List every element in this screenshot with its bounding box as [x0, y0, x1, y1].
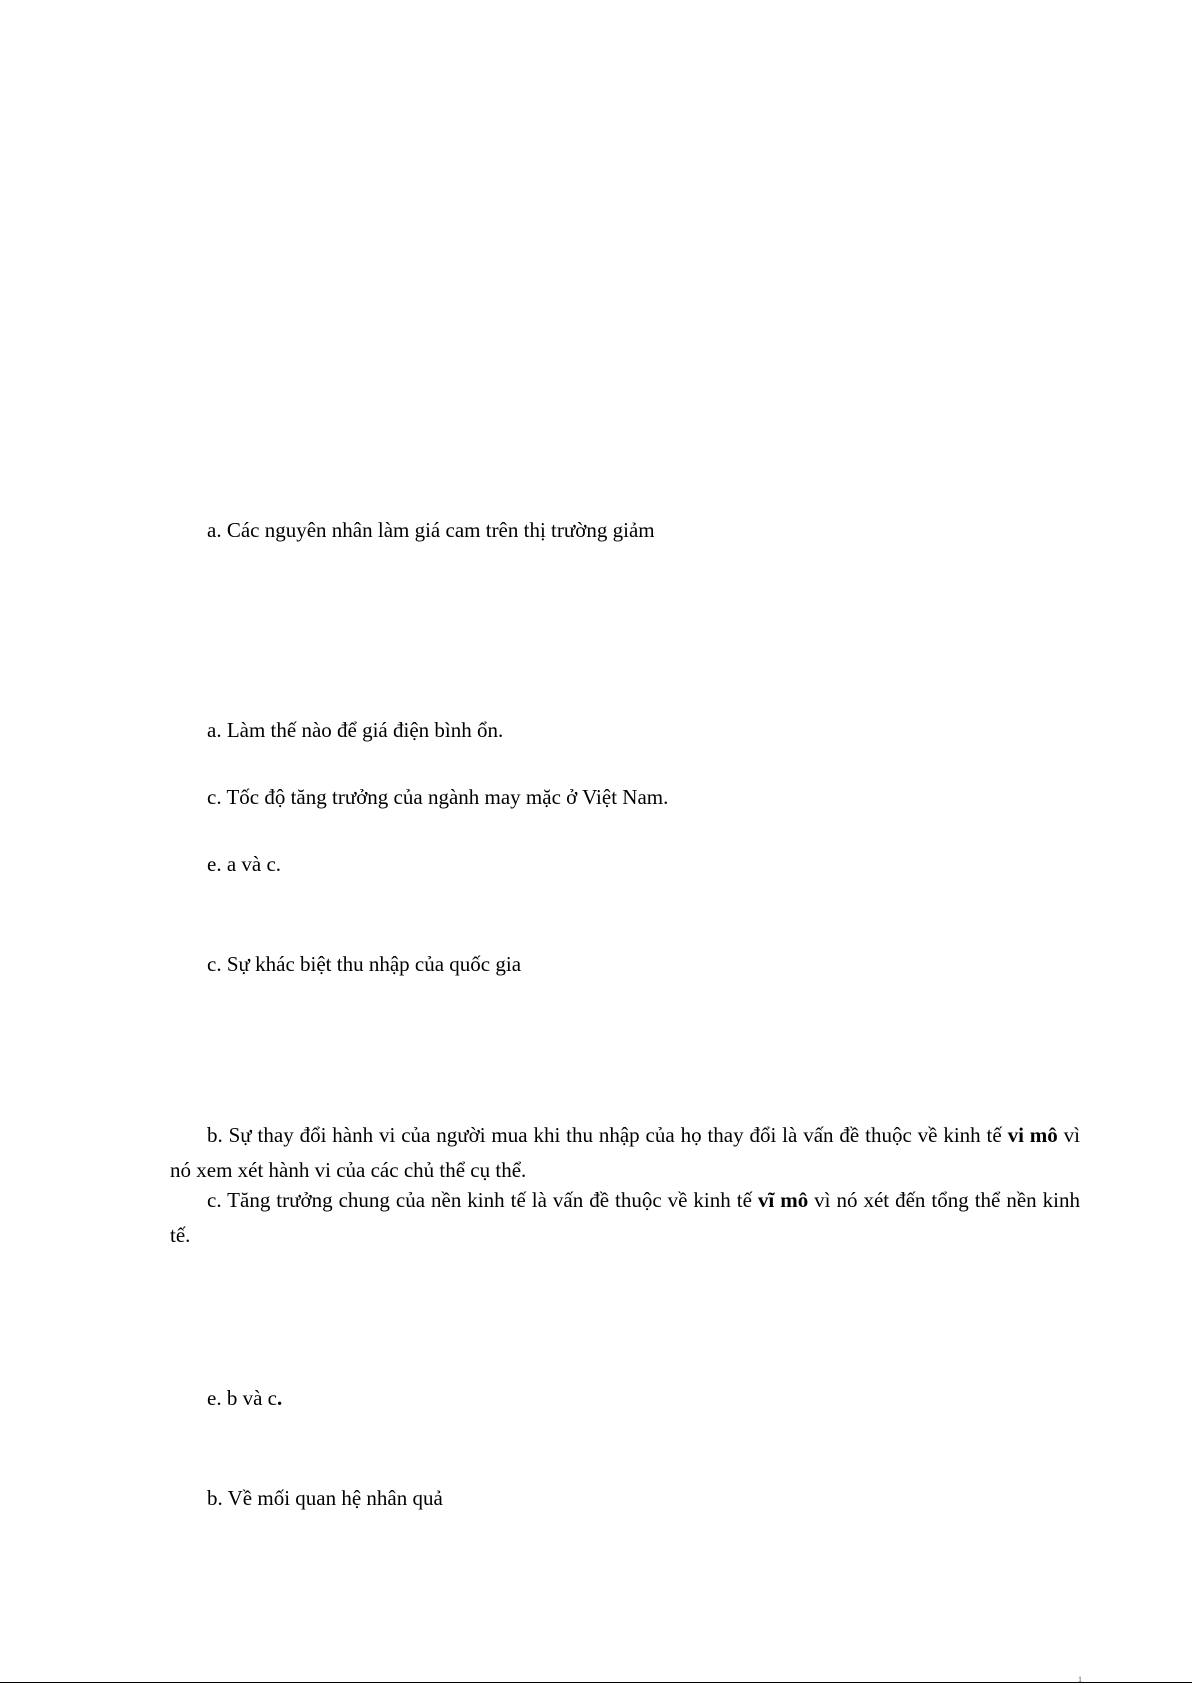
- paragraph-c-text-after: vì nó xét đến tổng thể nền kinh tế.: [170, 1188, 1080, 1247]
- answer-e-b-and-c: [207, 1384, 282, 1412]
- option-c-garment-growth: c. Tốc độ tăng trưởng của ngành may mặc ở Việt Nam.: [207, 785, 669, 809]
- option-a-electricity-price: a. Làm thế nào để giá điện bình ổn.: [207, 718, 504, 742]
- option-e-a-and-c: e. a và c.: [207, 852, 282, 876]
- paragraph-c-text-before: c. Tăng trưởng chung của nền kinh tế là vấn đề thuộc về kinh tế: [207, 1188, 758, 1212]
- answer-e-bold-period: .: [276, 1386, 283, 1410]
- paragraph-b-bold-term: vi mô: [1007, 1123, 1058, 1147]
- explanation-paragraph-b: [170, 1118, 1080, 1188]
- option-b-causal-relationship: b. Về mối quan hệ nhân quả: [207, 1486, 443, 1510]
- option-c-income-difference: c. Sự khác biệt thu nhập của quốc gia: [207, 952, 522, 976]
- paragraph-b-text-after: vì nó xem xét hành vi của các chủ thể cụ thể.: [170, 1123, 1080, 1182]
- page-bottom-rule: [0, 1682, 1192, 1683]
- paragraph-b-text-before: b. Sự thay đổi hành vi của người mua khi thu nhập của họ thay đổi là vấn đề thuộc về kinh tế: [207, 1123, 1008, 1147]
- paragraph-c-bold-term: vĩ mô: [757, 1188, 809, 1212]
- page-corner-mark: 1: [1078, 1675, 1082, 1684]
- option-a-orange-price: a. Các nguyên nhân làm giá cam trên thị trường giảm: [207, 518, 655, 542]
- answer-e-text: e. b và c: [207, 1386, 277, 1410]
- explanation-paragraph-c: [170, 1183, 1080, 1253]
